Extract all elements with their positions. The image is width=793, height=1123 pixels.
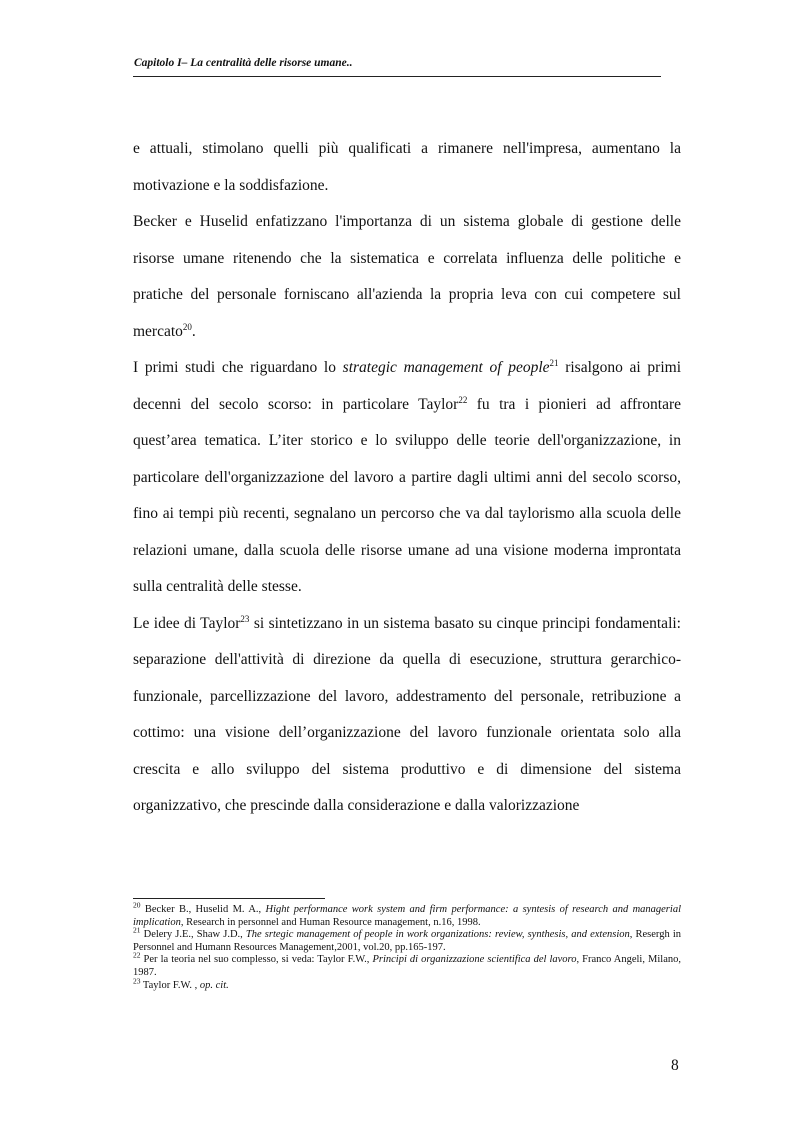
running-header: Capitolo I– La centralità delle risorse umane.. — [134, 57, 353, 69]
footnote-text: , Resergh in Personnel and Humann Resources Management,2001, vol.20, pp.165-197. — [133, 929, 681, 953]
paragraph-1: e attuali, stimolano quelli più qualificati a rimanere nell'impresa, aumentano la motivazione e la soddisfazione. — [133, 140, 681, 194]
footnote-title: Hight performance work system and firm performance: a syntesis of research and managerial implication — [133, 904, 681, 928]
paragraph-4-text-a: Le idee di Taylor — [133, 614, 241, 632]
footnote-22 — [133, 950, 681, 979]
paragraph-4 — [133, 606, 681, 825]
paragraph-2-end: . — [191, 322, 196, 340]
footnote-text: Per la teoria nel suo complesso, si veda: Taylor F.W., — [140, 954, 373, 966]
footnote-23 — [133, 976, 681, 993]
paragraph-2-text: Becker e Huselid enfatizzano l'importanza di un sistema globale di gestione delle risorse umane ritenendo che la sistematica e correlata influenza delle politiche e pratiche del personale forniscano all'azienda la propria leva con cui competere sul mercato — [133, 213, 681, 340]
footnote-title: Principi di organizzazione scientifica del lavoro — [372, 954, 577, 966]
paragraph-3-text-a: I primi studi che riguardano lo — [133, 359, 343, 376]
footnote-text: , Franco Angeli, Milano, 1987. — [133, 954, 681, 978]
footnote-20 — [133, 900, 681, 929]
paragraph-3-text-c: fu tra i pionieri ad affrontare quest’area tematica. L’iter storico e lo sviluppo delle teorie dell'organizzazione, in particolare dell'organizzazione del lavoro a partire dagli ultimi anni del secolo scorso, fino ai tempi più recenti, segnalano un percorso che va dal taylorismo alla scuola delle relazioni umane, dalla scuola delle risorse umane ad una visione moderna improntata sulla centralità delle stesse. — [133, 395, 681, 595]
paragraph-4-text-b: si sintetizzano in un sistema basato su cinque principi fondamentali: separazione dell'attività di direzione da quella di esecuzione, struttura gerarchico-funzionale, parcellizzazione del lavoro, addestramento del personale, retribuzione a cottimo: una visione dell’organizzazione del lavoro funzionale orientata solo alla crescita e allo sviluppo del sistema produttivo e di dimensione del sistema organizzativo, che prescinde dalla considerazione e dalla valorizzazione — [133, 614, 681, 814]
paragraph-3-italic-term: strategic management of people — [342, 359, 550, 376]
footnote-text: Delery J.E., Shaw J.D., — [140, 929, 246, 941]
footnote-text: Becker B., Huselid M. A., — [140, 904, 266, 915]
footnote-ref-21: 21 — [549, 357, 559, 368]
paragraph-3 — [133, 350, 681, 606]
footnote-21 — [133, 925, 681, 954]
footnotes — [133, 900, 681, 992]
footnote-title: op. cit. — [199, 979, 229, 991]
footnote-divider — [133, 898, 325, 899]
footnote-number: 23 — [133, 976, 141, 986]
header-divider — [133, 76, 661, 77]
paragraph-3-text-b: risalgono ai primi decenni del secolo scorso: in particolare Taylor — [133, 359, 681, 413]
footnote-ref-20: 20 — [182, 321, 192, 332]
footnote-text: , Research in personnel and Human Resource management, n.16, 1998. — [180, 916, 481, 928]
footnote-ref-22: 22 — [458, 394, 468, 405]
page-number: 8 — [671, 1057, 679, 1074]
paragraph-2 — [133, 204, 681, 350]
footnote-text: Taylor F.W. , — [140, 979, 200, 991]
footnote-number: 21 — [133, 925, 141, 935]
footnote-title: The srtegic management of people in work organizations: review, synthesis, and extension — [245, 929, 630, 941]
footnote-ref-23: 23 — [240, 613, 250, 624]
body-text — [133, 131, 681, 825]
footnote-number: 22 — [133, 950, 141, 960]
footnote-number: 20 — [133, 900, 141, 910]
